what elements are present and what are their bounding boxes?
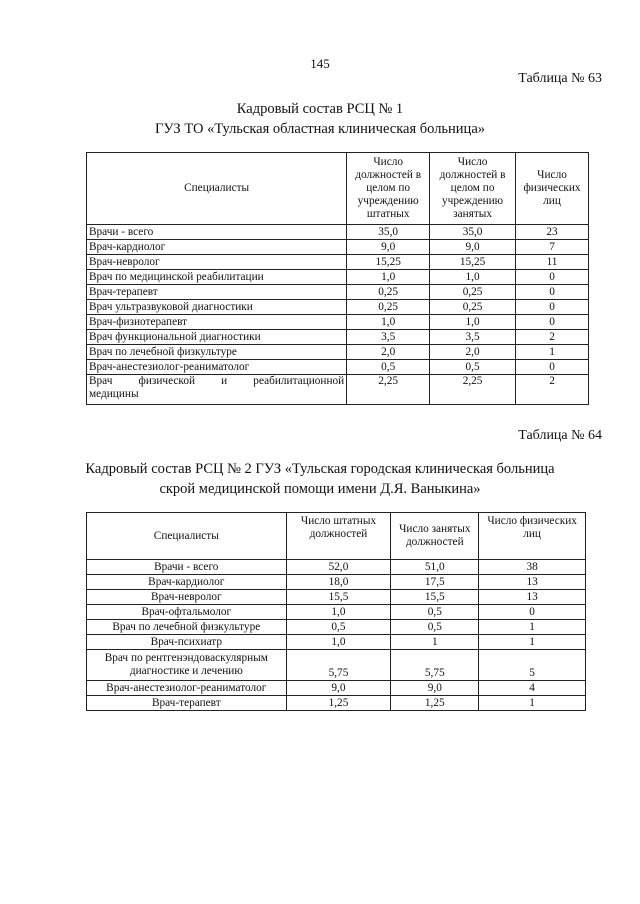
staff-positions: 18,0 bbox=[286, 575, 391, 590]
physical-persons: 2 bbox=[516, 330, 589, 345]
table-row bbox=[87, 590, 586, 605]
specialist-name: Врачи - всего bbox=[87, 560, 287, 575]
table-row bbox=[87, 375, 589, 405]
table-row bbox=[87, 315, 589, 330]
table-64-header-persons: Число физических лиц bbox=[479, 513, 586, 560]
table-row bbox=[87, 345, 589, 360]
specialist-name: Врач по лечебной физкультуре bbox=[87, 620, 287, 635]
physical-persons: 11 bbox=[516, 255, 589, 270]
occupied-positions: 17,5 bbox=[391, 575, 479, 590]
table-64-label: Таблица № 64 bbox=[518, 428, 602, 443]
physical-persons: 7 bbox=[516, 240, 589, 255]
physical-persons: 0 bbox=[516, 300, 589, 315]
staff-positions: 0,5 bbox=[347, 360, 430, 375]
occupied-positions: 1,0 bbox=[430, 270, 516, 285]
table-64-title-line-1: Кадровый состав РСЦ № 2 ГУЗ «Тульская городская клиническая больница bbox=[85, 461, 555, 477]
physical-persons: 0 bbox=[516, 315, 589, 330]
specialist-name: Врачи - всего bbox=[87, 225, 347, 240]
staff-positions: 3,5 bbox=[347, 330, 430, 345]
table-63-header-persons: Число физических лиц bbox=[516, 153, 589, 225]
occupied-positions: 1 bbox=[391, 635, 479, 650]
occupied-positions: 51,0 bbox=[391, 560, 479, 575]
physical-persons: 0 bbox=[516, 360, 589, 375]
table-63-header-specialists: Специалисты bbox=[87, 153, 347, 225]
physical-persons: 1 bbox=[479, 620, 586, 635]
specialist-name: Врач-психиатр bbox=[87, 635, 287, 650]
staff-positions: 5,75 bbox=[286, 650, 391, 681]
occupied-positions: 1,25 bbox=[391, 696, 479, 711]
physical-persons: 4 bbox=[479, 681, 586, 696]
specialist-name: Врач-кардиолог bbox=[87, 575, 287, 590]
specialist-name: Врач-офтальмолог bbox=[87, 605, 287, 620]
staff-positions: 2,25 bbox=[347, 375, 430, 405]
table-64-title-line-2: скрой медицинской помощи имени Д.Я. Ваныкина» bbox=[159, 481, 481, 497]
physical-persons: 13 bbox=[479, 590, 586, 605]
specialist-name: Врач-невролог bbox=[87, 590, 287, 605]
table-row bbox=[87, 575, 586, 590]
table-row bbox=[87, 650, 586, 681]
occupied-positions: 0,25 bbox=[430, 300, 516, 315]
occupied-positions: 0,5 bbox=[391, 605, 479, 620]
physical-persons: 5 bbox=[479, 650, 586, 681]
occupied-positions: 5,75 bbox=[391, 650, 479, 681]
physical-persons: 0 bbox=[516, 270, 589, 285]
table-row bbox=[87, 285, 589, 300]
physical-persons: 13 bbox=[479, 575, 586, 590]
table-row bbox=[87, 300, 589, 315]
occupied-positions: 9,0 bbox=[391, 681, 479, 696]
physical-persons: 0 bbox=[516, 285, 589, 300]
table-63-title-line-2: ГУЗ ТО «Тульская областная клиническая больница» bbox=[154, 121, 486, 137]
staff-positions: 0,25 bbox=[347, 285, 430, 300]
table-row bbox=[87, 255, 589, 270]
specialist-name: Врач функциональной диагностики bbox=[87, 330, 347, 345]
table-64-header-specialists: Специалисты bbox=[87, 513, 287, 560]
page-number: 145 bbox=[310, 56, 330, 71]
table-63-header-occupied: Число должностей в целом по учреждению занятых bbox=[430, 153, 516, 225]
specialist-name: Врач-анестезиолог-реаниматолог bbox=[87, 360, 347, 375]
physical-persons: 1 bbox=[479, 696, 586, 711]
staff-positions: 52,0 bbox=[286, 560, 391, 575]
table-63-label: Таблица № 63 bbox=[518, 71, 602, 86]
staff-positions: 2,0 bbox=[347, 345, 430, 360]
staff-positions: 15,5 bbox=[286, 590, 391, 605]
physical-persons: 0 bbox=[479, 605, 586, 620]
table-63 bbox=[86, 152, 589, 405]
staff-positions: 1,0 bbox=[286, 605, 391, 620]
staff-positions: 9,0 bbox=[347, 240, 430, 255]
staff-positions: 9,0 bbox=[286, 681, 391, 696]
table-64 bbox=[86, 512, 586, 711]
physical-persons: 1 bbox=[516, 345, 589, 360]
staff-positions: 0,5 bbox=[286, 620, 391, 635]
specialist-name: Врач по медицинской реабилитации bbox=[87, 270, 347, 285]
staff-positions: 35,0 bbox=[347, 225, 430, 240]
table-64-title bbox=[0, 459, 640, 499]
specialist-name-line-1: Врач физической и реабилитационной bbox=[89, 375, 345, 387]
occupied-positions: 9,0 bbox=[430, 240, 516, 255]
staff-positions: 1,25 bbox=[286, 696, 391, 711]
table-row bbox=[87, 681, 586, 696]
table-row bbox=[87, 240, 589, 255]
physical-persons: 23 bbox=[516, 225, 589, 240]
staff-positions: 15,25 bbox=[347, 255, 430, 270]
occupied-positions: 1,0 bbox=[430, 315, 516, 330]
specialist-name-line-2: медицины bbox=[89, 388, 139, 400]
physical-persons: 1 bbox=[479, 635, 586, 650]
physical-persons: 38 bbox=[479, 560, 586, 575]
table-64-header-staff: Число штатных должностей bbox=[286, 513, 391, 560]
specialist-name: Врач-невролог bbox=[87, 255, 347, 270]
table-row bbox=[87, 620, 586, 635]
table-63-header-staff: Число должностей в целом по учреждению штатных bbox=[347, 153, 430, 225]
specialist-name: Врач по рентгенэндоваскулярным диагностике и лечению bbox=[87, 650, 287, 681]
table-63-header-row bbox=[87, 153, 589, 225]
occupied-positions: 3,5 bbox=[430, 330, 516, 345]
table-row bbox=[87, 696, 586, 711]
occupied-positions: 2,25 bbox=[430, 375, 516, 405]
specialist-name: Врач-анестезиолог-реаниматолог bbox=[87, 681, 287, 696]
specialist-name: Врач-кардиолог bbox=[87, 240, 347, 255]
table-63-title-line-1: Кадровый состав РСЦ № 1 bbox=[236, 101, 404, 117]
specialist-name: Врач ультразвуковой диагностики bbox=[87, 300, 347, 315]
specialist-name: Врач по лечебной физкультуре bbox=[87, 345, 347, 360]
occupied-positions: 15,25 bbox=[430, 255, 516, 270]
table-row bbox=[87, 330, 589, 345]
table-row bbox=[87, 360, 589, 375]
table-63-title bbox=[0, 99, 640, 139]
table-64-header-occupied: Число занятых должностей bbox=[391, 513, 479, 560]
occupied-positions: 0,5 bbox=[391, 620, 479, 635]
staff-positions: 1,0 bbox=[347, 270, 430, 285]
table-row bbox=[87, 560, 586, 575]
specialist-name: Врач-физиотерапевт bbox=[87, 315, 347, 330]
table-row bbox=[87, 635, 586, 650]
specialist-name bbox=[87, 375, 347, 405]
staff-positions: 1,0 bbox=[347, 315, 430, 330]
staff-positions: 1,0 bbox=[286, 635, 391, 650]
staff-positions: 0,25 bbox=[347, 300, 430, 315]
occupied-positions: 0,5 bbox=[430, 360, 516, 375]
table-row bbox=[87, 605, 586, 620]
table-row bbox=[87, 225, 589, 240]
occupied-positions: 2,0 bbox=[430, 345, 516, 360]
occupied-positions: 15,5 bbox=[391, 590, 479, 605]
specialist-name: Врач-терапевт bbox=[87, 696, 287, 711]
table-64-header-row bbox=[87, 513, 586, 560]
occupied-positions: 0,25 bbox=[430, 285, 516, 300]
physical-persons: 2 bbox=[516, 375, 589, 405]
specialist-name: Врач-терапевт bbox=[87, 285, 347, 300]
table-row bbox=[87, 270, 589, 285]
occupied-positions: 35,0 bbox=[430, 225, 516, 240]
